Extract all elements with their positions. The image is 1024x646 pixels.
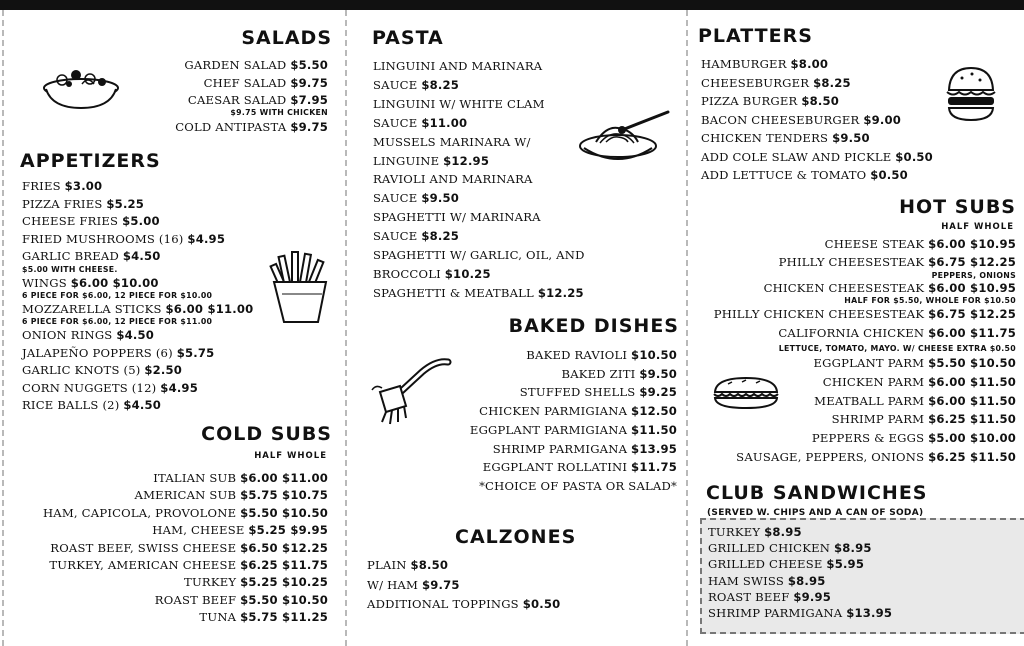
menu-item: TUNA $5.75 $11.25 bbox=[199, 610, 328, 625]
menu-item: SAUCE $8.25 bbox=[373, 77, 459, 92]
calzones-title: CALZONES bbox=[455, 526, 577, 548]
menu-item: CHICKEN CHEESESTEAK $6.00 $10.95 bbox=[763, 281, 1016, 295]
spaghetti-plate-icon bbox=[576, 108, 676, 166]
menu-item: AMERICAN SUB $5.75 $10.75 bbox=[134, 488, 328, 503]
menu-item: TURKEY $5.25 $10.25 bbox=[184, 575, 328, 590]
platters-list bbox=[701, 55, 933, 185]
menu-item: RAVIOLI AND MARINARA bbox=[373, 172, 533, 187]
calzones-list bbox=[367, 556, 560, 615]
club-sandwiches-title: CLUB SANDWICHES bbox=[706, 482, 928, 504]
menu-item: HAM SWISS $8.95 bbox=[708, 573, 826, 588]
menu-item: BACON CHEESEBURGER $9.00 bbox=[701, 112, 902, 127]
menu-item: FRIED MUSHROOMS (16) $4.95 bbox=[22, 231, 226, 246]
menu-item: BAKED RAVIOLI $10.50 bbox=[526, 348, 677, 362]
menu-item: CHEF SALAD $9.75 bbox=[203, 76, 328, 90]
menu-item: CHICKEN PARM $6.00 $11.50 bbox=[822, 374, 1016, 389]
menu-item: ADD LETTUCE & TOMATO $0.50 bbox=[701, 168, 908, 182]
salad-bowl-icon bbox=[40, 62, 122, 112]
menu-item: PHILLY CHEESESTEAK $6.75 $12.25 bbox=[778, 255, 1016, 269]
baked-dishes-title: BAKED DISHES bbox=[508, 315, 679, 337]
club-subtitle: (SERVED W. CHIPS AND A CAN OF SODA) bbox=[707, 508, 924, 518]
menu-item: MUSSELS MARINARA W/ bbox=[373, 134, 531, 149]
menu-item: EGGPLANT PARM $5.50 $10.50 bbox=[813, 356, 1016, 370]
menu-item: CHEESE STEAK $6.00 $10.95 bbox=[824, 237, 1016, 251]
menu-item: STUFFED SHELLS $9.25 bbox=[519, 385, 677, 400]
menu-item: CHICKEN PARMIGIANA $12.50 bbox=[479, 404, 677, 419]
menu-item: SHRIMP PARMIGANA $13.95 bbox=[708, 606, 893, 621]
menu-item: ROAST BEEF $9.95 bbox=[708, 589, 832, 604]
pasta-list bbox=[373, 57, 585, 303]
menu-item: PIZZA BURGER $8.50 bbox=[701, 94, 840, 108]
baked-dishes-list bbox=[470, 346, 677, 496]
sub-sandwich-icon bbox=[712, 376, 780, 410]
menu-item: ONION RINGS $4.50 bbox=[22, 328, 154, 342]
menu-item: W/ HAM $9.75 bbox=[367, 577, 460, 592]
menu-item: SAUCE $11.00 bbox=[373, 115, 468, 130]
menu-item: CHEESE FRIES $5.00 bbox=[22, 214, 160, 228]
menu-item: HAM, CAPICOLA, PROVOLONE $5.50 $10.50 bbox=[42, 505, 328, 520]
menu-item: SPAGHETTI & MEATBALL $12.25 bbox=[373, 285, 584, 300]
menu-item: GARLIC KNOTS (5) $2.50 bbox=[22, 363, 183, 377]
menu-item: FRIES $3.00 bbox=[22, 179, 103, 193]
menu-item: SAUSAGE, PEPPERS, ONIONS $6.25 $11.50 bbox=[736, 449, 1016, 464]
menu-item: BROCCOLI $10.25 bbox=[373, 266, 491, 281]
menu-item: GRILLED CHICKEN $8.95 bbox=[708, 541, 872, 556]
cold-subs-list bbox=[43, 470, 328, 627]
menu-item: BAKED ZITI $9.50 bbox=[561, 366, 677, 381]
menu-item: GARLIC BREAD $4.50 bbox=[22, 249, 161, 263]
menu-item: SPAGHETTI W/ MARINARA bbox=[373, 210, 541, 225]
menu-item: PHILLY CHICKEN CHEESESTEAK $6.75 $12.25 bbox=[713, 307, 1016, 321]
item-note: 6 PIECE FOR $6.00, 12 PIECE FOR $11.00 bbox=[22, 317, 213, 326]
pasta-title: PASTA bbox=[372, 27, 444, 49]
hot-subs-title: HOT SUBS bbox=[899, 196, 1016, 218]
menu-item: SHRIMP PARMIGANA $13.95 bbox=[492, 441, 677, 456]
item-note: HALF FOR $5.50, WHOLE FOR $10.50 bbox=[844, 296, 1016, 305]
menu-item: SPAGHETTI W/ GARLIC, OIL, AND bbox=[373, 248, 585, 263]
menu-item: HAMBURGER $8.00 bbox=[701, 57, 829, 71]
menu-item: MOZZARELLA STICKS $6.00 $11.00 bbox=[22, 302, 254, 316]
menu-item: PEPPERS & EGGS $5.00 $10.00 bbox=[811, 431, 1016, 446]
burger-icon bbox=[944, 64, 998, 124]
menu-item: SAUCE $8.25 bbox=[373, 229, 459, 244]
top-bar bbox=[0, 0, 1024, 10]
menu-item: SAUCE $9.50 bbox=[373, 191, 459, 206]
menu-item: EGGPLANT PARMIGIANA $11.50 bbox=[469, 422, 677, 437]
menu-item: CHICKEN TENDERS $9.50 bbox=[701, 131, 870, 145]
menu-item: HAM, CHEESE $5.25 $9.95 bbox=[152, 523, 328, 538]
appetizers-title: APPETIZERS bbox=[20, 150, 161, 172]
french-fries-icon bbox=[268, 250, 334, 326]
half-whole-label: HALF WHOLE bbox=[254, 451, 327, 461]
salads-list bbox=[175, 56, 328, 136]
menu-item: CAESAR SALAD $7.95 bbox=[187, 93, 328, 107]
menu-item: LINGUINE $12.95 bbox=[373, 153, 490, 168]
menu-item: ROAST BEEF $5.50 $10.50 bbox=[154, 592, 328, 607]
platters-title: PLATTERS bbox=[698, 25, 813, 47]
cold-subs-title: COLD SUBS bbox=[201, 423, 332, 445]
item-note: 6 PIECE FOR $6.00, 12 PIECE FOR $10.00 bbox=[22, 291, 213, 300]
menu-item: RICE BALLS (2) $4.50 bbox=[22, 398, 162, 412]
menu-item: LINGUINI W/ WHITE CLAM bbox=[373, 96, 545, 111]
salads-title: SALADS bbox=[241, 27, 332, 49]
menu-item: JALAPEÑO POPPERS (6) $5.75 bbox=[22, 345, 215, 360]
menu-item: GRILLED CHEESE $5.95 bbox=[708, 557, 865, 572]
hot-subs-list bbox=[714, 235, 1016, 467]
menu-item: EGGPLANT ROLLATINI $11.75 bbox=[482, 460, 677, 475]
item-note: LETTUCE, TOMATO, MAYO. W/ CHEESE EXTRA $0.50 bbox=[778, 344, 1016, 353]
menu-item: WINGS $6.00 $10.00 bbox=[22, 276, 159, 290]
menu-item: TURKEY, AMERICAN CHEESE $6.25 $11.75 bbox=[49, 558, 328, 573]
pasta-fork-icon bbox=[366, 356, 456, 430]
item-note: $9.75 WITH CHICKEN bbox=[230, 108, 328, 117]
menu-item: ADD COLE SLAW AND PICKLE $0.50 bbox=[701, 149, 933, 164]
column-divider bbox=[686, 10, 688, 646]
menu-item: LINGUINI AND MARINARA bbox=[373, 59, 543, 73]
menu-item: COLD ANTIPASTA $9.75 bbox=[175, 120, 328, 134]
menu-item: PIZZA FRIES $5.25 bbox=[22, 196, 145, 211]
column-divider bbox=[2, 10, 4, 646]
baked-note: *CHOICE OF PASTA OR SALAD* bbox=[479, 478, 677, 493]
item-note: PEPPERS, ONIONS bbox=[931, 271, 1016, 280]
menu-item: CHEESEBURGER $8.25 bbox=[701, 75, 851, 90]
menu-item: PLAIN $8.50 bbox=[367, 558, 449, 572]
menu-item: CALIFORNIA CHICKEN $6.00 $11.75 bbox=[778, 326, 1016, 340]
menu-item: ROAST BEEF, SWISS CHEESE $6.50 $12.25 bbox=[50, 540, 328, 555]
appetizers-list bbox=[22, 178, 253, 415]
half-whole-label: HALF WHOLE bbox=[941, 222, 1014, 232]
menu-item: SHRIMP PARM $6.25 $11.50 bbox=[831, 412, 1016, 427]
club-sandwiches-list bbox=[708, 524, 892, 621]
item-note: $5.00 WITH CHEESE. bbox=[22, 265, 118, 274]
menu-item: TURKEY $8.95 bbox=[708, 525, 802, 539]
menu-item: ADDITIONAL TOPPINGS $0.50 bbox=[367, 597, 561, 611]
menu-item: CORN NUGGETS (12) $4.95 bbox=[22, 380, 198, 395]
column-divider bbox=[345, 10, 347, 646]
menu-item: MEATBALL PARM $6.00 $11.50 bbox=[814, 393, 1016, 408]
menu-item: GARDEN SALAD $5.50 bbox=[184, 58, 328, 72]
menu-item: ITALIAN SUB $6.00 $11.00 bbox=[153, 471, 328, 485]
